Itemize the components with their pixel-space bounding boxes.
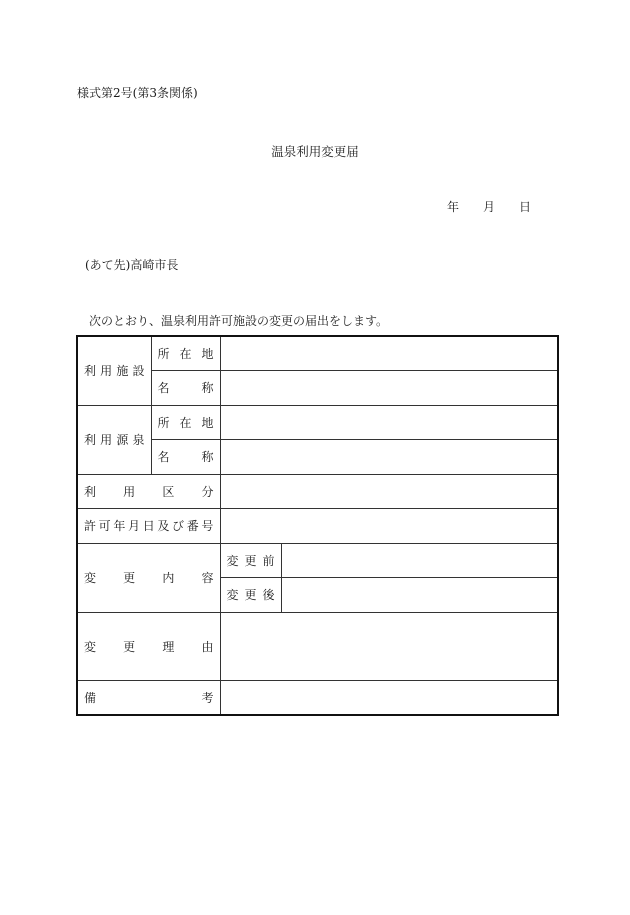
table-row (77, 508, 558, 543)
change-after-field[interactable] (281, 577, 558, 612)
facility-name-field[interactable] (220, 370, 558, 405)
document-title: 温泉利用変更届 (271, 144, 359, 159)
permit-field[interactable] (220, 508, 558, 543)
change-label-cell (77, 543, 220, 612)
change-label: 変 更 内 容 (84, 571, 214, 585)
source-location-field[interactable] (220, 405, 558, 439)
form-table (76, 335, 559, 716)
remarks-label: 備 考 (84, 690, 214, 705)
facility-location-label-cell (151, 336, 220, 370)
facility-location-label: 所 在 地 (157, 346, 214, 361)
usage-category-label: 利 用 区 分 (84, 484, 214, 499)
source-label-cell (77, 405, 151, 474)
source-name-label: 名 称 (157, 450, 214, 464)
change-before-field[interactable] (281, 543, 558, 577)
usage-category-label-cell (77, 474, 220, 508)
table-row (77, 680, 558, 715)
change-before-label-cell (220, 543, 281, 577)
source-name-label-cell (151, 439, 220, 474)
usage-category-field[interactable] (220, 474, 558, 508)
date-day-label: 日 (519, 200, 532, 214)
source-location-label-cell (151, 405, 220, 439)
facility-label: 利 用 施 設 (84, 364, 145, 379)
reason-label: 変 更 理 由 (84, 639, 214, 654)
table-row (77, 612, 558, 680)
intro-text: 次のとおり、温泉利用許可施設の変更の届出をします。 (89, 314, 389, 328)
source-location-label: 所 在 地 (157, 415, 214, 430)
source-name-field[interactable] (220, 439, 558, 474)
date-row (447, 198, 531, 215)
date-month-label: 月 (483, 200, 496, 214)
change-after-label: 変 更 後 (226, 588, 275, 602)
change-after-label-cell (220, 577, 281, 612)
form-number: 様式第2号(第3条関係) (77, 86, 198, 100)
facility-name-label: 名 称 (157, 381, 214, 395)
permit-label-cell (77, 508, 220, 543)
table-row (77, 543, 558, 577)
date-year-label: 年 (447, 200, 460, 214)
permit-label: 許 可 年 月 日 及 び 番 号 (84, 519, 214, 533)
facility-name-label-cell (151, 370, 220, 405)
table-row (77, 336, 558, 370)
facility-label-cell (77, 336, 151, 405)
reason-field[interactable] (220, 612, 558, 680)
change-before-label: 変 更 前 (226, 553, 275, 568)
source-label: 利 用 源 泉 (84, 433, 145, 447)
addressee: (あて先)高崎市長 (85, 258, 179, 272)
remarks-field[interactable] (220, 680, 558, 715)
facility-location-field[interactable] (220, 336, 558, 370)
table-row (77, 405, 558, 439)
remarks-label-cell (77, 680, 220, 715)
reason-label-cell (77, 612, 220, 680)
table-row (77, 474, 558, 508)
